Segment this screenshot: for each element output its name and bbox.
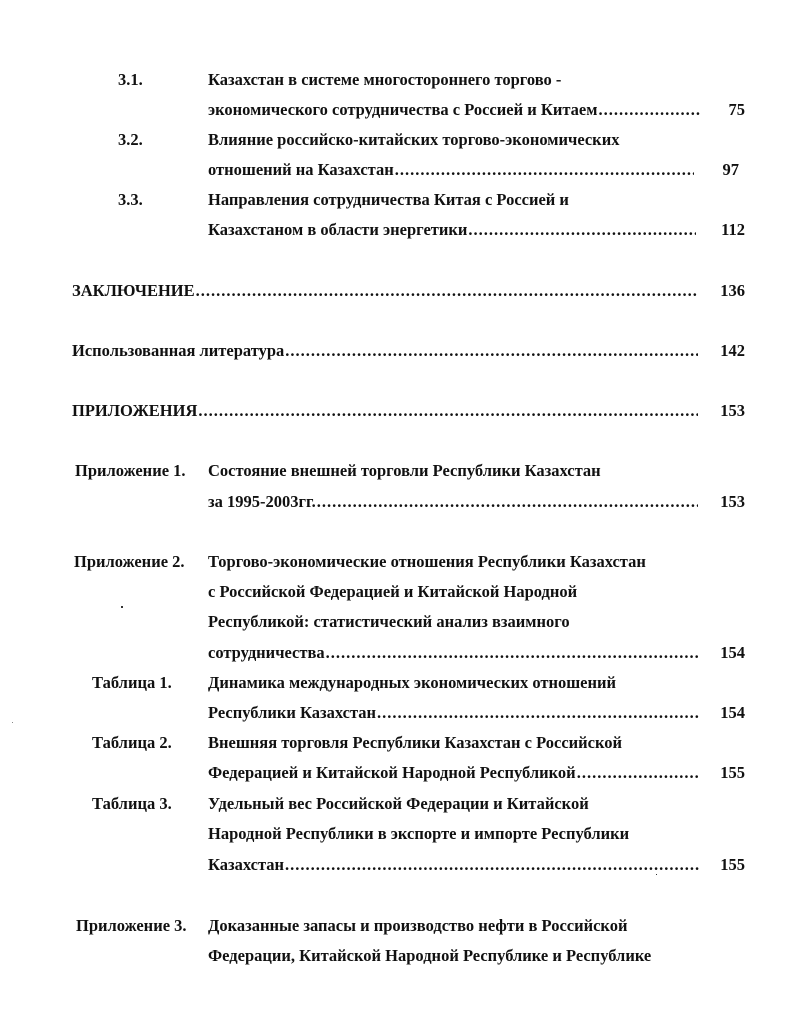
toc-table-3-line1: Удельный вес Российской Федерации и Китайской — [208, 794, 589, 813]
toc-entry-3-1-page: 75 — [728, 100, 745, 119]
toc-appendix-2-label: Приложение 2. — [74, 552, 185, 571]
scan-speck — [121, 606, 123, 608]
toc-table-2-label: Таблица 2. — [92, 733, 172, 752]
toc-appendix-2-line1: Торгово-экономические отношения Республики Казахстан — [208, 552, 646, 571]
toc-table-1-page: 154 — [720, 703, 745, 722]
toc-entry-3-3-page: 112 — [721, 220, 745, 239]
toc-conclusion-page: 136 — [720, 281, 745, 300]
toc-entry-3-2-line2: отношений на Казахстан — [208, 160, 394, 179]
toc-appendix-1-page: 153 — [720, 492, 745, 511]
toc-appendix-3-label: Приложение 3. — [76, 916, 187, 935]
toc-table-1-line1: Динамика международных экономических отношений — [208, 673, 617, 692]
toc-table-2-line1: Внешняя торговля Республики Казахстан с Российской — [208, 733, 623, 752]
toc-table-1-leader — [208, 703, 700, 723]
toc-appendix-2-page: 154 — [720, 643, 745, 662]
toc-number-3-2: 3.2. — [118, 130, 143, 149]
toc-entry-3-3-line2: Казахстаном в области энергетики — [208, 220, 468, 239]
toc-table-2-page: 155 — [720, 763, 745, 782]
toc-entry-3-1-line1: Казахстан в системе многостороннего торгово - — [208, 70, 562, 89]
toc-entry-3-1-leader — [208, 100, 700, 120]
toc-literature — [72, 341, 698, 361]
toc-literature-page: 142 — [720, 341, 745, 360]
toc-table-2-leader — [208, 763, 700, 783]
toc-literature-title: Использованная литература — [72, 341, 285, 360]
toc-conclusion-title: ЗАКЛЮЧЕНИЕ — [72, 281, 195, 300]
toc-table-1-label: Таблица 1. — [92, 673, 172, 692]
toc-entry-3-1-line2: экономического сотрудничества с Россией и Китаем — [208, 100, 598, 119]
toc-appendices-page: 153 — [720, 401, 745, 420]
toc-entry-3-2-line1: Влияние российско-китайских торгово-экономических — [208, 130, 620, 149]
toc-conclusion — [72, 281, 698, 301]
toc-entry-3-3-leader — [208, 220, 696, 240]
toc-table-3-label: Таблица 3. — [92, 794, 172, 813]
toc-appendices — [72, 401, 698, 421]
toc-number-3-1: 3.1. — [118, 70, 143, 89]
toc-appendix-3-line1: Доказанные запасы и производство нефти в Российской — [208, 916, 628, 935]
toc-table-3-page: 155 — [720, 855, 745, 874]
toc-appendix-1-leader — [208, 492, 698, 512]
toc-appendix-2-line3: Республикой: статистический анализ взаимного — [208, 612, 570, 631]
toc-appendix-1-label: Приложение 1. — [75, 461, 186, 480]
toc-appendix-2-leader — [208, 643, 698, 663]
scan-speck — [12, 722, 13, 723]
toc-appendix-3-line2: Федерации, Китайской Народной Республике и Республике — [208, 946, 652, 965]
toc-appendix-1-line1: Состояние внешней торговли Республики Казахстан — [208, 461, 601, 480]
toc-appendix-1-line2: за 1995-2003гг. — [208, 492, 316, 511]
toc-entry-3-2-page: 97 — [722, 160, 739, 179]
toc-entry-3-3-line1: Направления сотрудничества Китая с Россией и — [208, 190, 569, 209]
toc-entry-3-2-leader — [208, 160, 694, 180]
toc-appendix-2-line4: сотрудничества — [208, 643, 325, 662]
toc-appendix-2-line2: с Российской Федерацией и Китайской Народной — [208, 582, 578, 601]
scan-speck — [656, 874, 657, 875]
toc-table-3-line3: Казахстан — [208, 855, 285, 874]
toc-table-3-line2: Народной Республики в экспорте и импорте Республики — [208, 824, 630, 843]
toc-table-3-leader — [208, 855, 700, 875]
toc-number-3-3: 3.3. — [118, 190, 143, 209]
toc-table-1-line2: Республики Казахстан — [208, 703, 377, 722]
toc-appendices-title: ПРИЛОЖЕНИЯ — [72, 401, 198, 420]
toc-table-2-line2: Федерацией и Китайской Народной Республикой — [208, 763, 576, 782]
